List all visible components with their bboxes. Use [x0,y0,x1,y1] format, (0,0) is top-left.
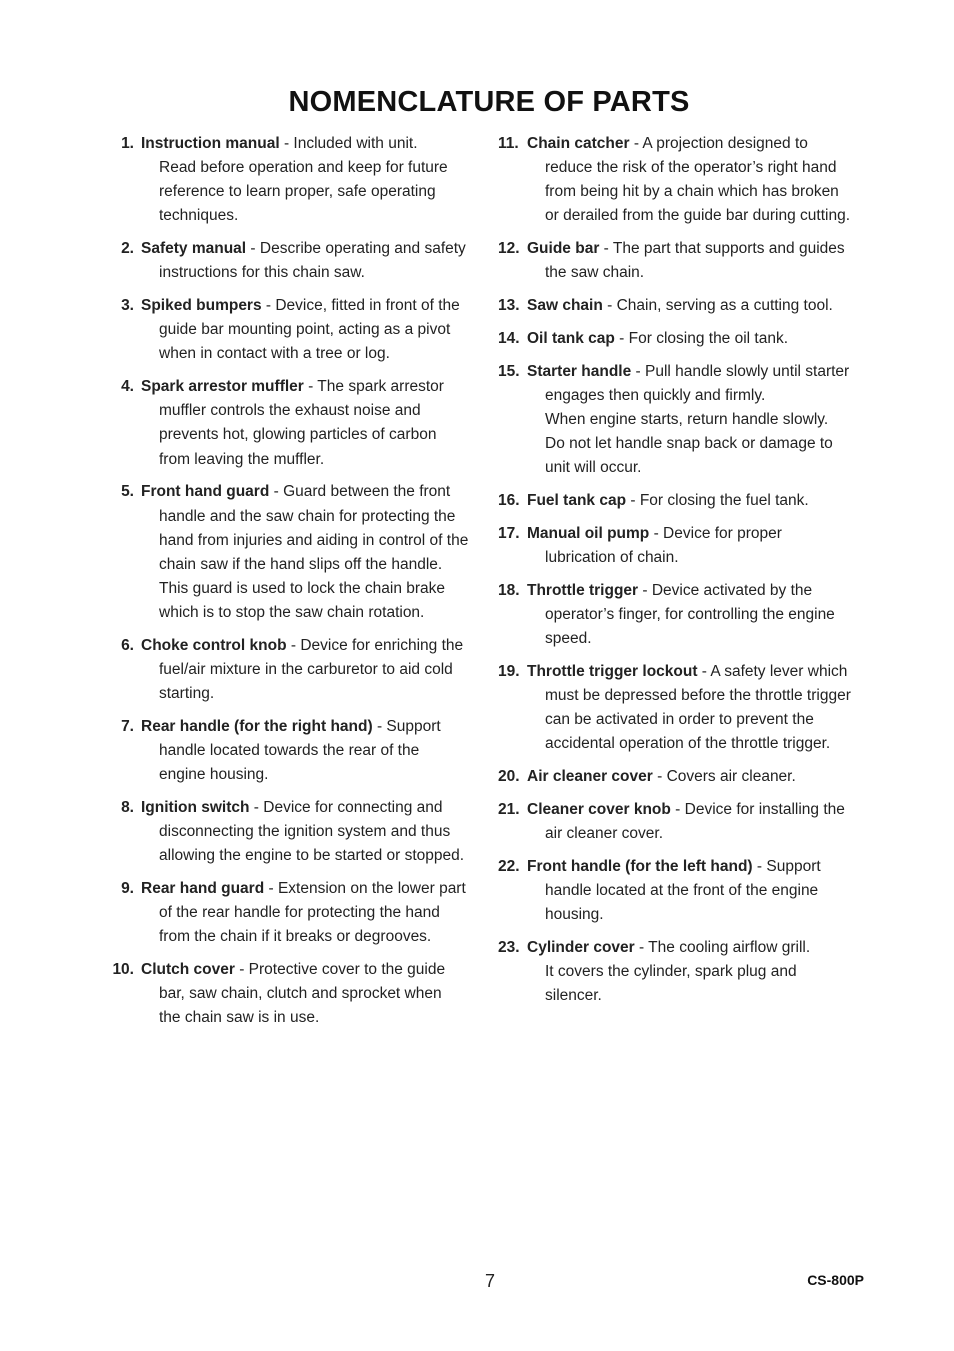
part-description-line: the saw chain. [545,264,645,282]
part-item [498,660,866,756]
part-description: - Support [372,717,441,735]
part-number: 4. [121,378,134,396]
part-term: Cylinder cover [527,939,635,957]
part-item [498,294,866,318]
part-description: - A safety lever which [697,663,848,681]
part-item [110,715,482,787]
part-item [498,765,866,789]
part-term: Saw chain [527,297,603,315]
part-first-line [110,796,482,820]
part-number: 2. [121,240,134,258]
part-term: Chain catcher [527,135,630,152]
part-description: - Covers air cleaner. [652,768,796,786]
part-description-continued [110,261,482,285]
part-first-line [110,958,482,982]
part-description-line: must be depressed before the throttle trigger [545,687,851,705]
part-first-line [498,855,866,879]
page-title: NOMENCLATURE OF PARTS [288,86,690,118]
part-description-continued [110,739,482,787]
part-number: 16. [498,492,520,510]
part-number: 5. [121,483,134,501]
part-term: Oil tank cap [527,330,615,348]
part-term: Starter handle [527,362,632,380]
part-number: 8. [121,798,134,816]
part-number: 10. [112,961,134,979]
part-item [498,360,866,480]
part-item [498,132,866,228]
part-description-line: speed. [545,630,592,648]
part-description-line: When engine starts, return handle slowly. [545,411,829,429]
part-description: - Describe operating and safety [246,240,466,258]
part-description-line: silencer. [545,987,602,1005]
part-description-line: housing. [545,906,604,924]
part-first-line [498,360,866,384]
part-description-line: or derailed from the guide bar during cutting. [545,207,851,225]
part-description-line: from leaving the muffler. [159,450,325,468]
part-description-line: guide bar mounting point, acting as a pivot [159,321,451,339]
part-term: Fuel tank cap [527,492,627,510]
part-description: - The part that supports and guides [599,240,845,258]
part-term: Front handle (for the left hand) [527,858,753,876]
part-term: Spark arrestor muffler [141,378,304,396]
part-description: - For closing the fuel tank. [626,492,809,510]
part-description-line: handle located towards the rear of the [159,741,420,759]
part-description: - Device, fitted in front of the [261,297,460,315]
part-description-line: handle and the saw chain for protecting the [159,507,456,525]
part-description-continued [498,156,866,228]
part-description: - Included with unit. [279,135,418,152]
part-number: 17. [498,525,520,543]
part-description-continued [110,658,482,706]
part-term: Throttle trigger lockout [527,663,698,681]
part-item [110,294,482,366]
part-item [110,480,482,625]
part-description: - For closing the oil tank. [614,330,789,348]
part-description: - A projection designed to [629,135,808,152]
part-description-continued [498,384,866,480]
part-first-line [498,522,866,546]
part-item [110,375,482,471]
part-description-line: engages then quickly and firmly. [545,387,766,405]
part-term: Ignition switch [141,798,250,816]
part-item [498,327,866,351]
part-description: - The spark arrestor [303,378,444,396]
part-term: Guide bar [527,240,600,258]
part-item [498,579,866,651]
part-term: Throttle trigger [527,582,639,600]
part-description-continued [498,960,866,1008]
part-first-line [498,660,866,684]
part-first-line [110,634,482,658]
parts-list-left [110,132,482,1039]
part-term: Rear handle (for the right hand) [141,717,373,735]
part-description-line: allowing the engine to be started or stopped. [159,847,465,865]
part-description-line: when in contact with a tree or log. [159,345,390,363]
part-first-line [498,579,866,603]
part-term: Manual oil pump [527,525,650,543]
part-first-line [110,480,482,504]
part-description-line: Read before operation and keep for future [159,159,448,177]
part-description-continued [110,318,482,366]
part-description-line: operator’s finger, for controlling the engine [545,606,835,624]
part-number: 6. [121,636,134,654]
part-description-continued [498,603,866,651]
part-description-continued [498,684,866,756]
part-description-line: of the rear handle for protecting the hand [159,904,440,922]
part-number: 20. [498,768,520,786]
part-description-line: from being hit by a chain which has broken [545,183,839,201]
part-first-line [498,237,866,261]
part-number: 23. [498,939,520,957]
part-item [498,936,866,1008]
part-description-line: bar, saw chain, clutch and sprocket when [159,985,442,1003]
part-description-continued [110,399,482,471]
part-description-continued [498,261,866,285]
part-description: - Device for enriching the [286,636,464,654]
part-term: Rear hand guard [141,880,265,897]
part-description-line: muffler controls the exhaust noise and [159,402,421,420]
part-description-line: air cleaner cover. [545,825,664,843]
part-description-line: Do not let handle snap back or damage to [545,435,833,453]
part-description-line: instructions for this chain saw. [159,264,365,282]
part-description-line: prevents hot, glowing particles of carbon [159,426,437,444]
parts-list-right [498,132,866,1017]
part-first-line [498,798,866,822]
page-number: 7 [484,1271,495,1291]
part-number: 18. [498,582,520,600]
part-item [110,877,482,949]
part-description-continued [498,822,866,846]
part-description-continued [110,820,482,868]
part-first-line [110,877,482,901]
part-first-line [498,327,866,351]
part-number: 22. [498,858,520,876]
part-description-line: can be activated in order to prevent the [545,711,814,729]
part-description-line: This guard is used to lock the chain brake [159,579,446,597]
part-item [498,237,866,285]
part-description-line: chain saw if the hand slips off the handle. [159,555,443,573]
part-description-line: handle located at the front of the engine [545,882,819,900]
part-description: - Device for connecting and [249,798,443,816]
part-description: - Protective cover to the guide [234,961,446,979]
part-first-line [498,294,866,318]
part-number: 1. [121,135,134,152]
part-item [110,132,482,228]
part-description-line: disconnecting the ignition system and thus [159,823,451,841]
part-number: 15. [498,362,520,380]
part-description-line: engine housing. [159,766,269,784]
part-description-line: unit will occur. [545,459,642,477]
part-first-line [498,765,866,789]
part-first-line [110,294,482,318]
part-description: - Support [752,858,821,876]
part-term: Cleaner cover knob [527,801,671,819]
part-description-line: hand from injuries and aiding in control of the [159,531,469,549]
part-number: 11. [498,135,519,152]
part-description-line: accidental operation of the throttle trigger. [545,735,831,753]
part-first-line [110,237,482,261]
part-term: Spiked bumpers [141,297,262,315]
part-item [110,958,482,1030]
part-description-line: which is to stop the saw chain rotation. [159,603,425,621]
part-number: 7. [121,717,134,735]
model-label: CS-800P [807,1272,864,1288]
part-item [498,798,866,846]
part-description-continued [110,901,482,949]
part-description: - Guard between the front [269,483,451,501]
part-description: - Device for installing the [670,801,845,819]
part-term: Choke control knob [141,636,287,654]
part-first-line [498,489,866,513]
part-description: - Extension on the lower part [264,880,466,897]
part-number: 9. [121,880,134,897]
part-description-line: reference to learn proper, safe operating [159,183,436,201]
part-number: 19. [498,663,520,681]
part-item [110,796,482,868]
part-item [110,634,482,706]
part-number: 3. [121,297,134,315]
part-item [498,489,866,513]
part-term: Safety manual [141,240,247,258]
part-item [498,855,866,927]
part-description-continued [110,982,482,1030]
part-description-continued [110,156,482,228]
part-number: 13. [498,297,520,315]
part-description-continued [110,505,482,625]
part-description: - Chain, serving as a cutting tool. [602,297,833,315]
part-number: 14. [498,330,520,348]
part-term: Clutch cover [141,961,235,979]
part-description-line: fuel/air mixture in the carburetor to aid cold [159,660,453,678]
part-description-line: the chain saw is in use. [159,1009,320,1027]
part-term: Front hand guard [141,483,270,501]
part-item [498,522,866,570]
part-description-continued [498,546,866,570]
part-description: - The cooling airflow grill. [634,939,811,957]
part-description-line: starting. [159,684,215,702]
part-first-line [498,936,866,960]
part-first-line [498,132,866,156]
part-description-line: It covers the cylinder, spark plug and [545,963,797,981]
part-description-line: from the chain if it breaks or degrooves. [159,928,432,946]
part-first-line [110,375,482,399]
part-first-line [110,132,482,156]
part-description-line: lubrication of chain. [545,549,679,567]
part-description-line: reduce the risk of the operator’s right hand [545,159,837,177]
part-term: Air cleaner cover [527,768,653,786]
part-description: - Device activated by the [638,582,813,600]
part-number: 21. [498,801,520,819]
part-description-line: techniques. [159,207,239,225]
part-number: 12. [498,240,520,258]
part-first-line [110,715,482,739]
part-description-continued [498,879,866,927]
part-description: - Device for proper [649,525,782,543]
part-term: Instruction manual [141,135,280,152]
part-item [110,237,482,285]
part-description: - Pull handle slowly until starter [631,362,850,380]
